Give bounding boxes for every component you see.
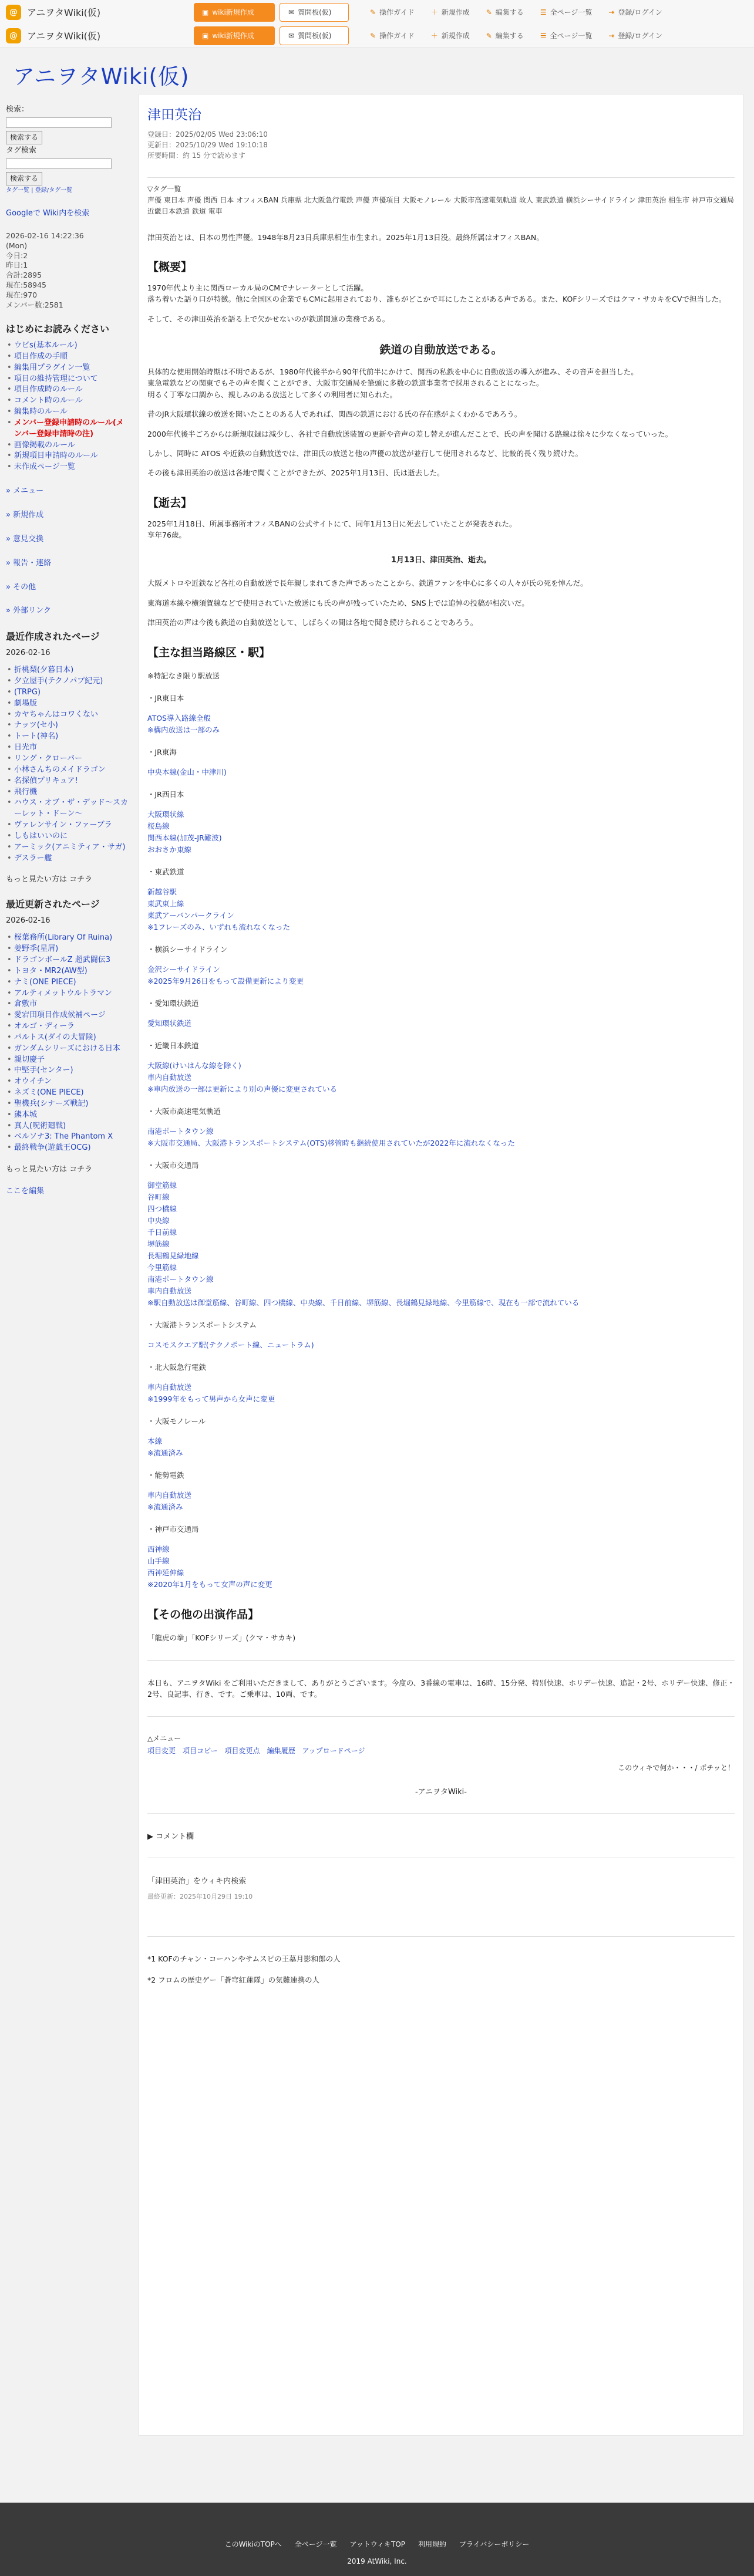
updated-item: [6, 999, 129, 1010]
other-link[interactable]: » その他: [6, 582, 36, 592]
line-operator: ・大阪モノレール: [147, 1416, 206, 1426]
recent-page-link[interactable]: (TRPG): [14, 687, 41, 697]
updated-item: [6, 1055, 129, 1066]
line-operator: ・神戸市交通局: [147, 1524, 199, 1534]
updated-list: [6, 933, 129, 1154]
recent-item: [6, 698, 129, 710]
counter-date: 2026-02-16 14:22:36: [6, 231, 84, 240]
footer-privacy-link[interactable]: プライバシーポリシー: [459, 2540, 530, 2548]
counter-current2: 現在:970: [6, 291, 38, 300]
wiki-search-link[interactable]: 「津田英治」をウィキ内検索: [147, 1877, 247, 1886]
recent-page-link[interactable]: アーミック(アニミティア・サガ): [14, 842, 126, 852]
recent-item: [6, 754, 129, 765]
recent-page-link[interactable]: リング・クローバー: [14, 754, 83, 763]
recent-list: [6, 665, 129, 864]
line-details[interactable]: 本線 ※流通済み: [147, 1436, 183, 1457]
line-operator: ・JR西日本: [147, 789, 184, 799]
divider: [147, 1936, 735, 1937]
updated-page-link[interactable]: 最終戦争(遊戯王OCG): [14, 1143, 91, 1153]
outline-heading: 【概要】: [147, 260, 193, 274]
recent-item: [6, 742, 129, 754]
comment-toggle[interactable]: ▶ コメント欄: [147, 1832, 194, 1842]
login-icon: ⇥: [608, 8, 615, 16]
site-brand-sticky[interactable]: @ アニヲタWiki(仮): [0, 28, 194, 43]
recent-item: [6, 720, 129, 731]
external-link[interactable]: » 外部リンク: [6, 606, 51, 616]
rule-link[interactable]: 項目作成の手順: [14, 352, 68, 361]
recent-item: [6, 665, 129, 676]
updated-page-link[interactable]: ガンダムシリーズにおける日本: [14, 1044, 120, 1053]
recent-item: [6, 853, 129, 865]
atwiki-logo-icon: @: [6, 5, 21, 20]
recent-heading: 最近作成されたページ: [6, 631, 100, 643]
counter-total: 合計:2895: [6, 271, 42, 280]
plus-icon: ＋: [430, 8, 438, 16]
footer-link[interactable]: 項目変更: [147, 1747, 176, 1755]
line-section: [147, 944, 735, 987]
line-operator: ・能勢電鉄: [147, 1470, 184, 1480]
recent-page-link[interactable]: 日光市: [14, 743, 38, 752]
recent-item: [6, 787, 129, 798]
recent-item: [6, 776, 129, 787]
recent-item: [6, 687, 129, 698]
line-operator: ・東武鉄道: [147, 867, 184, 876]
last-update: 最終更新：2025年10月29日 19:10: [147, 1893, 253, 1901]
pencil-icon: ✎: [486, 8, 492, 16]
updated-item: [6, 1143, 129, 1154]
recent-item: [6, 731, 129, 742]
rule-link[interactable]: 編集用プラグイン一覧: [14, 363, 90, 372]
login-link[interactable]: ⇥ 登録/ログイン: [608, 8, 662, 16]
updated-page-link[interactable]: オウイチン: [14, 1077, 52, 1086]
wiki-home-link[interactable]: -アニヲタWiki-: [415, 1788, 467, 1797]
line-details[interactable]: 車内自動放送 ※流通済み: [147, 1490, 192, 1511]
line-details[interactable]: 大阪線(けいはんな線を除く) 車内自動放送 ※車内放送の一部は更新により別の声優に変更されている: [147, 1061, 337, 1093]
footnote: *1 KOFのチャン・コーハンやサムスピの王墓月影和郎の人: [147, 1954, 341, 1964]
list-icon: ☰: [540, 31, 547, 40]
updated-item: [6, 1110, 129, 1121]
updated-item: [6, 1065, 129, 1076]
updated-page-link[interactable]: パルトス(ダイの大冒険): [14, 1032, 96, 1042]
mail-icon: ✉: [288, 8, 295, 16]
plus-icon: ＋: [430, 32, 438, 40]
footer-link[interactable]: アップロードページ: [302, 1747, 365, 1755]
tag-search-button[interactable]: 検索する: [6, 172, 42, 185]
updated-item: [6, 966, 129, 977]
edit-link[interactable]: ✎ 編集する: [486, 31, 524, 40]
line-section: [147, 1416, 735, 1459]
tag-list-link[interactable]: タグ一覧 | 登録/タグ一覧: [6, 187, 73, 194]
recent-item: [6, 820, 129, 831]
updated-item: [6, 1044, 129, 1055]
line-details[interactable]: ATOS導入路線全般 ※構内放送は一部のみ: [147, 713, 220, 734]
lines-heading: 【主な担当路線区・駅】: [147, 646, 271, 659]
rule-link[interactable]: 編集時のルール: [14, 407, 68, 417]
page-title: 津田英治: [147, 107, 201, 123]
main-content: [139, 94, 743, 2436]
new-page-link[interactable]: ＋ 新規作成: [430, 32, 470, 40]
other-works[interactable]: 「龍虎の拳」「KOFシリーズ」(クマ・サカキ): [147, 1633, 296, 1642]
updated-page-link[interactable]: 聖機兵(シナーズ戦記): [14, 1099, 89, 1108]
updated-item: [6, 1076, 129, 1088]
lines-list: [147, 693, 735, 1591]
tag-search-input[interactable]: [6, 158, 112, 169]
counter-day: (Mon): [6, 241, 28, 250]
line-section: [147, 866, 735, 933]
footer-link[interactable]: 編集履歴: [267, 1747, 295, 1755]
rail-text5: その後も津田英治の放送は各地で聞くことができたが、2025年1月13日、氏は逝去した。: [147, 468, 445, 478]
footnote: *2 フロムの歴史ゲー「蒼穹紅蓮隊」の気難連携の人: [147, 1976, 320, 1985]
recent-page-link[interactable]: 折桃梨(夕暮日本): [14, 666, 74, 675]
site-title[interactable]: アニヲタWiki(仮): [13, 64, 190, 89]
line-operator: ・愛知環状鉄道: [147, 998, 199, 1008]
edit-link[interactable]: ✎ 編集する: [486, 8, 524, 16]
pencil-icon: ✎: [486, 31, 492, 40]
updated-page-link[interactable]: トヨタ・MR2(AW型): [14, 966, 87, 975]
created-date: 登録日：2025/02/05 Wed 23:06:10: [147, 130, 268, 139]
top-bar: [0, 0, 754, 25]
footer-terms-link[interactable]: 利用規約: [418, 2540, 447, 2548]
page-dates: [147, 129, 735, 161]
recent-item: [6, 765, 129, 776]
death-text2: 大阪メトロや近鉄など各社の自動放送で長年親しまれてきた声であったことから、鉄道ファンを中心に多くの人々が氏の死を悼んだ。: [147, 579, 588, 588]
footer-link[interactable]: 項目変更点: [224, 1747, 260, 1755]
death-heading: 【逝去】: [147, 496, 193, 509]
updated-item: [6, 1099, 129, 1110]
line-details[interactable]: 新越谷駅 東武東上線 東武アーバンパークライン ※1フレーズのみ、いずれも流れなくなった: [147, 887, 291, 931]
line-operator: ・JR東海: [147, 747, 177, 757]
rule-link[interactable]: 項目の維持管理について: [14, 374, 98, 383]
recent-page-link[interactable]: トート(神名): [14, 732, 59, 741]
question-board-button[interactable]: ✉ 質問板(仮): [280, 26, 349, 45]
divider: [147, 1660, 735, 1661]
recent-page-link[interactable]: 飛行機: [14, 787, 38, 796]
new-create-link[interactable]: » 新規作成: [6, 510, 44, 519]
other-heading: 【その他の出演作品】: [147, 1608, 260, 1621]
mail-icon: ✉: [288, 31, 295, 40]
recent-page-link[interactable]: 劇場版: [14, 698, 38, 708]
edit-sidebar-link[interactable]: ここを編集: [6, 1187, 45, 1196]
footer-top-link[interactable]: このWikiのTOPへ: [224, 2540, 282, 2548]
line-section: [147, 1160, 735, 1309]
recent-page-link[interactable]: ハウス・オブ・ザ・デッド〜スカーレット・ドーン〜: [14, 798, 128, 819]
updated-item: [6, 944, 129, 955]
updated-date: 更新日：2025/10/29 Wed 19:10:18: [147, 141, 268, 149]
line-operator: ・大阪市交通局: [147, 1160, 199, 1170]
updated-page-link[interactable]: 桜葉務所(Library Of Ruina): [14, 933, 113, 943]
all-pages-link[interactable]: ☰ 全ページ一覧: [540, 31, 593, 40]
top-bar-sticky: [0, 23, 754, 48]
updated-page-link[interactable]: 熊本城: [14, 1110, 38, 1119]
updated-page-link[interactable]: 真人(呪術廻戦): [14, 1121, 66, 1130]
counter-yesterday: 昨日:1: [6, 261, 28, 270]
line-section: [147, 1319, 735, 1351]
death-text: 2025年1月18日、所属事務所オフィスBANの公式サイトにて、同年1月13日に死去していたことが発表された。 享年76歳。: [147, 519, 517, 540]
line-section: [147, 1040, 735, 1095]
create-wiki-button[interactable]: ▣ wiki新規作成: [194, 3, 275, 22]
recent-page-link[interactable]: デスラー艦: [14, 853, 52, 863]
death-text4: 津田英治の声は今後も鉄道の自動放送として、しばらくの間は各地で聞き続けられることであろう。: [147, 618, 478, 627]
updated-page-link[interactable]: 倉敷市: [14, 1000, 38, 1009]
updated-item: [6, 1032, 129, 1044]
member-rule-link[interactable]: メンバー登録申請時のルール(メンバー登録申請時の注): [14, 418, 124, 438]
death-center-text: 1月13日、津田英治、逝去。: [391, 556, 492, 565]
line-details[interactable]: 大阪環状線 桜島線 関西本線(加茂-JR難波) おおさか東線: [147, 809, 222, 854]
updated-item: [6, 933, 129, 944]
sidebar: [0, 100, 135, 1202]
recent-item: [6, 842, 129, 853]
recent-page-link[interactable]: ヴァレンサイン・ファーブラ: [14, 821, 112, 830]
new-page-link[interactable]: ＋ 新規作成: [430, 8, 470, 16]
line-section: [147, 789, 735, 856]
line-details[interactable]: 南港ポートタウン線 ※大阪市交通局、大阪港トランスポートシステム(OTS)移管時も継続使用されていたが2022年に流れなくなった: [147, 1126, 515, 1147]
poll-text[interactable]: このウィキで何か・・・/ ポチッと！: [618, 1764, 735, 1773]
recent-item: [6, 831, 129, 842]
rule-link[interactable]: 項目作成時のルール: [14, 385, 83, 394]
line-details[interactable]: 金沢シーサイドライン ※2025年9月26日をもって設備更新により変更: [147, 964, 304, 985]
line-details[interactable]: 西神線 山手線 西神延伸線 ※2020年1月をもって女声の声に変更: [147, 1544, 272, 1589]
search-input[interactable]: [6, 117, 112, 128]
more-updated-link[interactable]: もっと見たい方は コチラ: [6, 1165, 93, 1174]
page-footer-links: [147, 1746, 735, 1755]
rule-link[interactable]: 新規項目申請時のルール: [14, 451, 98, 461]
recent-page-link[interactable]: ナッツ(セ小): [14, 721, 58, 730]
line-section: [147, 693, 735, 736]
line-operator: ・大阪港トランスポートシステム: [147, 1320, 257, 1329]
recent-page-link[interactable]: 小林さんちのメイドラゴン: [14, 765, 106, 774]
recent-page-link[interactable]: しもはいいのに: [14, 831, 68, 840]
updated-page-link[interactable]: オルゴ・ディーラ: [14, 1022, 75, 1031]
tag-search-label: タグ検索: [6, 146, 37, 156]
outline-text2: そして、その津田英治を語る上で欠かせないのが鉄道関連の業務である。: [147, 314, 390, 323]
rail-text3: 2000年代後半ごろからは新規収録は減少し、各社で自動放送装置の更新や音声の差し替えが進んだことで、氏の声を聞ける路線は徐々に少なくなっていった。: [147, 429, 673, 438]
recent-page-link[interactable]: 名探偵プリキュア!: [14, 776, 78, 785]
copyright: 2019 AtWiki, Inc.: [347, 2557, 407, 2565]
login-link[interactable]: ⇥ 登録/ログイン: [608, 31, 662, 40]
counter-today: 今日:2: [6, 251, 28, 260]
recent-page-link[interactable]: 夕立屋手(テクノパプ紀元): [14, 677, 103, 686]
line-section: [147, 1362, 735, 1405]
guide-icon: ✎: [370, 31, 376, 40]
rules-list: [6, 340, 129, 473]
updated-date: 2026-02-16: [6, 916, 51, 926]
updated-item: [6, 1132, 129, 1143]
rule-link[interactable]: ウビs(基本ルール): [14, 341, 78, 350]
rule-link[interactable]: 未作成ページ一覧: [14, 462, 75, 472]
recent-item: [6, 676, 129, 687]
line-operator: ・JR東日本: [147, 693, 184, 703]
footer-all-pages-link[interactable]: 全ページ一覧: [294, 2540, 337, 2548]
line-details[interactable]: 中央本線(金山・中津川): [147, 767, 227, 776]
wiki-icon: ▣: [202, 8, 209, 16]
rail-text: 具体的な使用開始時期は不明であるが、1980年代後半から90年代前半にかけて、関西の私鉄を中心に自動放送の導入が進み、その音声を担当した。 東急電鉄などの関東でもその声を聞くことができ、大阪市交通局を筆頭に多数の鉄道事業者で採用されることになった。 明るく丁寧な口調から、親しみのある放送として多くの利用者に知られた。: [147, 367, 638, 399]
site-brand[interactable]: @ アニヲタWiki(仮): [0, 5, 194, 20]
rail-heading: 鉄道の自動放送である。: [379, 343, 503, 357]
guide-link[interactable]: ✎ 操作ガイド: [370, 31, 415, 40]
line-operator: ・近畿日本鉄道: [147, 1041, 199, 1050]
updated-page-link[interactable]: 親切慶子: [14, 1055, 45, 1064]
divider: [147, 1813, 735, 1814]
updated-page-link[interactable]: ナミ(ONE PIECE): [14, 977, 76, 987]
line-section: [147, 1106, 735, 1149]
updated-page-link[interactable]: アルティメットウルトラマン: [14, 988, 113, 998]
wiki-icon: ▣: [202, 31, 209, 40]
updated-page-link[interactable]: 中堅手(センター): [14, 1066, 73, 1075]
all-pages-link[interactable]: ☰ 全ページ一覧: [540, 8, 593, 16]
updated-page-link[interactable]: ドラゴンボールZ 超武闘伝3: [14, 955, 111, 964]
recent-item: [6, 710, 129, 721]
updated-item: [6, 1010, 129, 1021]
closing-text: 本日も、アニヲタWiki をご利用いただきまして、ありがとうございます。今度の、3番線の電車は、16時、15分発、特別快速、ホリデー快速、追記・2号、ホリデー快速、修正・2号、良記事、行き、です。ご乗車は、10両、です。: [147, 1678, 735, 1699]
site-footer: [0, 2503, 754, 2576]
updated-heading: 最近更新されたページ: [6, 899, 100, 910]
updated-page-link[interactable]: 愛宕田項目作成候補ページ: [14, 1011, 106, 1020]
divider: [147, 1716, 735, 1717]
more-recent-link[interactable]: もっと見たい方は コチラ: [6, 875, 93, 884]
line-section: [147, 1524, 735, 1591]
rules-heading: はじめにお読みください: [6, 323, 110, 335]
line-operator: ・北大阪急行電鉄: [147, 1362, 207, 1372]
recent-item: [6, 798, 129, 820]
report-link[interactable]: » 報告・連絡: [6, 558, 52, 568]
counter-members: メンバー数:2581: [6, 300, 63, 309]
list-icon: ☰: [540, 8, 547, 16]
atwiki-logo-icon: @: [6, 28, 21, 43]
line-section: [147, 998, 735, 1029]
updated-page-link[interactable]: ネズミ(ONE PIECE): [14, 1088, 84, 1098]
tag-list[interactable]: ▽タグ一覧 声優 東日本 声優 関西 日本 オフィスBAN 兵庫県 北大阪急行電鉄 声優 声優項目 大阪モノレール 大阪市高速電気軌道 故人 東武鉄道 横浜シーサイドライン 津田英治 相生市 神戸市交通局 近畿日本鉄道 鉄道 電車: [147, 177, 735, 218]
rail-text4: しかし、同時に ATOS や近鉄の自動放送では、津田氏の放送と他の声優の放送が並行して使用されるなど、比較的長く残り続けた。: [147, 448, 583, 458]
rule-link[interactable]: 画像掲載のルール: [14, 440, 75, 450]
guide-link[interactable]: ✎ 操作ガイド: [370, 8, 415, 16]
line-details[interactable]: 御堂筋線 谷町線 四つ橋線 中央線 千日前線 堺筋線 長堀鶴見緑地線 今里筋線 南港ポートタウン線 車内自動放送 ※駅自動放送は御堂筋線、谷町線、四つ橋線、中央線、千日前線、堺筋線、長堀鶴見緑地線、今里筋線で、現在も一部で流れている: [147, 1180, 580, 1307]
opinion-link[interactable]: » 意見交換: [6, 534, 44, 543]
updated-page-link[interactable]: ペルソナ3: The Phantom X: [14, 1132, 113, 1142]
updated-item: [6, 1121, 129, 1132]
footer-link[interactable]: 項目コピー: [183, 1747, 218, 1755]
page-menu-label[interactable]: △メニュー: [147, 1734, 181, 1743]
search-button[interactable]: 検索する: [6, 131, 42, 144]
login-icon: ⇥: [608, 31, 615, 40]
counter-block: [6, 231, 129, 310]
recent-page-link[interactable]: カヤちゃんはコワくない: [14, 710, 99, 719]
line-section: [147, 1470, 735, 1513]
line-operator: ・横浜シーサイドライン: [147, 944, 228, 954]
updated-item: [6, 1088, 129, 1099]
updated-item: [6, 977, 129, 988]
updated-item: [6, 955, 129, 966]
rule-link[interactable]: コメント時のルール: [14, 396, 83, 406]
create-wiki-button[interactable]: ▣ wiki新規作成: [194, 26, 275, 45]
counter-current: 現在:58945: [6, 281, 46, 290]
read-time: 所要時間：約 15 分で読めます: [147, 151, 245, 160]
guide-icon: ✎: [370, 8, 376, 16]
outline-text: 1970年代より主に関西ローカル局のCMでナレーターとして活躍。 落ち着いた語り口が特徴。他に全国区の企業でもCMに起用されており、誰もがどこかで耳にしたことがある声である。また、KOFシリーズではクマ・サカキをCVで担当した。: [147, 283, 726, 304]
updated-page-link[interactable]: 姜野季(星屑): [14, 944, 59, 954]
google-search-link[interactable]: Googleで Wiki内を検索: [6, 208, 90, 218]
lines-note: ※特記なき限り駅放送: [147, 671, 220, 680]
death-text3: 東海道本線や横須賀線などで使用されていた放送にも氏の声が残っていたため、SNS上では追悼の投稿が相次いだ。: [147, 598, 529, 607]
line-details[interactable]: コスモスクエア駅(テクノポート線、ニュートラム): [147, 1340, 314, 1349]
updated-item: [6, 988, 129, 1000]
menu-link[interactable]: » メニュー: [6, 487, 44, 496]
intro-text: 津田英治とは、日本の男性声優。1948年8月23日兵庫県相生市生まれ。2025年1月13日没。最終所属はオフィスBAN。: [147, 232, 544, 242]
footer-atwiki-link[interactable]: アットウィキTOP: [349, 2540, 406, 2548]
updated-item: [6, 1021, 129, 1032]
search-label: 検索：: [6, 105, 29, 114]
recent-date: 2026-02-16: [6, 649, 51, 658]
line-operator: ・大阪市高速電気軌道: [147, 1106, 221, 1116]
line-section: [147, 747, 735, 778]
line-details[interactable]: 愛知環状鉄道: [147, 1018, 192, 1028]
question-board-button[interactable]: ✉ 質問板(仮): [280, 3, 349, 22]
rail-text2: 昔のJR大阪環状線の放送を聞いたことのある人であれば、関西の鉄道における氏の存在感がよくわかるであろう。: [147, 410, 522, 419]
line-details[interactable]: 車内自動放送 ※1999年をもって男声から女声に変更: [147, 1382, 275, 1403]
